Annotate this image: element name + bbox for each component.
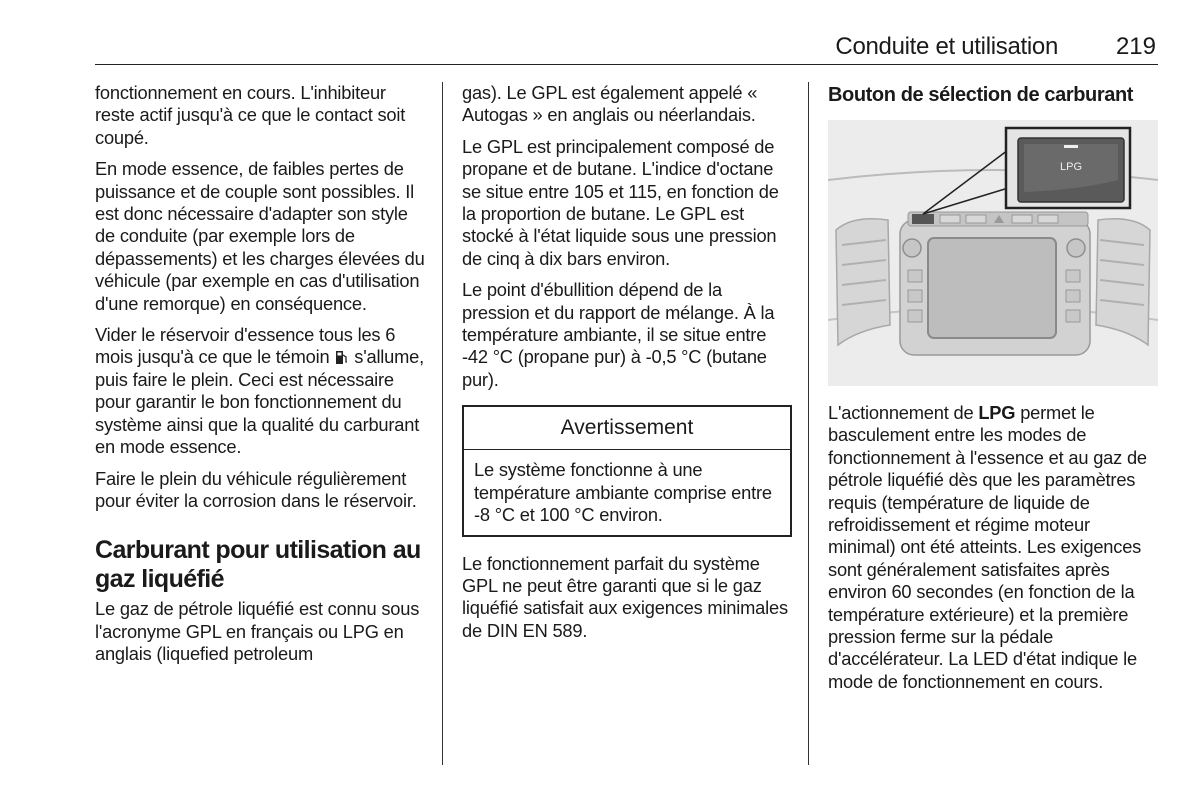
paragraph-text: L'actionnement de — [828, 402, 974, 423]
subsection-heading: Bouton de sélection de carburant — [828, 84, 1134, 106]
paragraph: Le point d'ébullition dépend de la pression et du rapport de mélange. À la température ambiante, il se situe entre -42 °C (propane pur) à -0,5 °C (butane pur). — [462, 279, 775, 390]
warning-body — [464, 450, 790, 534]
paragraph-text: permet le basculement entre les modes de fonctionnement à l'essence et au gaz de pétrole liquéfié dès que les paramètres requis (température de liquide de refroidissement et régime moteur minimal) ont été atteints. Les exigences sont généralement satisfaites après environ 60 secondes (en fonction de la température extérieure) et la première pression ferme sur la pédale d'accélérateur. La LED d'état indique le mode de fonctionnement en cours. — [828, 402, 1147, 692]
column-middle — [462, 82, 792, 651]
paragraph: Le GPL est principalement composé de propane et de butane. L'indice d'octane se situe entre 105 et 115, en fonction de la proportion de butane. Le GPL est stocké à l'état liquide sous une pression de cinq à dix bars environ. — [462, 135, 779, 269]
paragraph: Faire le plein du véhicule régulièrement pour éviter la corrosion dans le réservoir. — [95, 467, 417, 511]
column-divider — [808, 82, 809, 765]
warning-title: Avertissement — [464, 407, 790, 450]
paragraph-text: Vider le réservoir d'essence tous les 6 mois jusqu'à ce que le témoin — [95, 324, 396, 368]
paragraph: gas). Le GPL est également appelé « Autogas » en anglais ou néerlandais. — [462, 82, 758, 126]
fuel-pump-icon — [335, 350, 348, 365]
dashboard-drawing — [828, 120, 1158, 386]
paragraph — [95, 324, 425, 458]
warning-box — [462, 405, 792, 536]
lpg-label: LPG — [978, 402, 1016, 423]
paragraph: Le fonctionnement parfait du système GPL ne peut être garanti que si le gaz liquéfié satisfait aux exigences minimales de DIN EN 589. — [462, 552, 788, 641]
column-left — [95, 82, 425, 675]
page-number: 219 — [1115, 33, 1156, 60]
page-header — [95, 30, 1158, 65]
dashboard-illustration — [828, 120, 1158, 386]
column-right — [828, 82, 1158, 702]
section-heading: Carburant pour utilisation au gaz liquéfié — [95, 536, 421, 594]
column-divider — [442, 82, 443, 765]
lpg-button-label: LPG — [1059, 161, 1083, 173]
paragraph: Le gaz de pétrole liquéfié est connu sous l'acronyme GPL en français ou LPG en anglais (liquefied petroleum — [95, 598, 420, 665]
paragraph — [828, 402, 1158, 693]
warning-text: Le système fonctionne à une température ambiante comprise entre -8 °C et 100 °C environ. — [474, 459, 772, 526]
paragraph: En mode essence, de faibles pertes de puissance et de couple sont possibles. Il est donc nécessaire d'adapter son style de conduite (par exemple lors de dépassements) et les charges élevées du véhicule (par exemple en cas d'utilisation d'une remorque) en conséquence. — [95, 158, 425, 314]
paragraph-text: s'allume, puis faire le plein. Ceci est nécessaire pour garantir le bon fonctionnement du système ainsi que la qualité du carburant en mode essence. — [95, 346, 425, 458]
paragraph: fonctionnement en cours. L'inhibiteur reste actif jusqu'à ce que le contact soit coupé. — [95, 82, 406, 148]
section-title: Conduite et utilisation — [835, 33, 1058, 60]
